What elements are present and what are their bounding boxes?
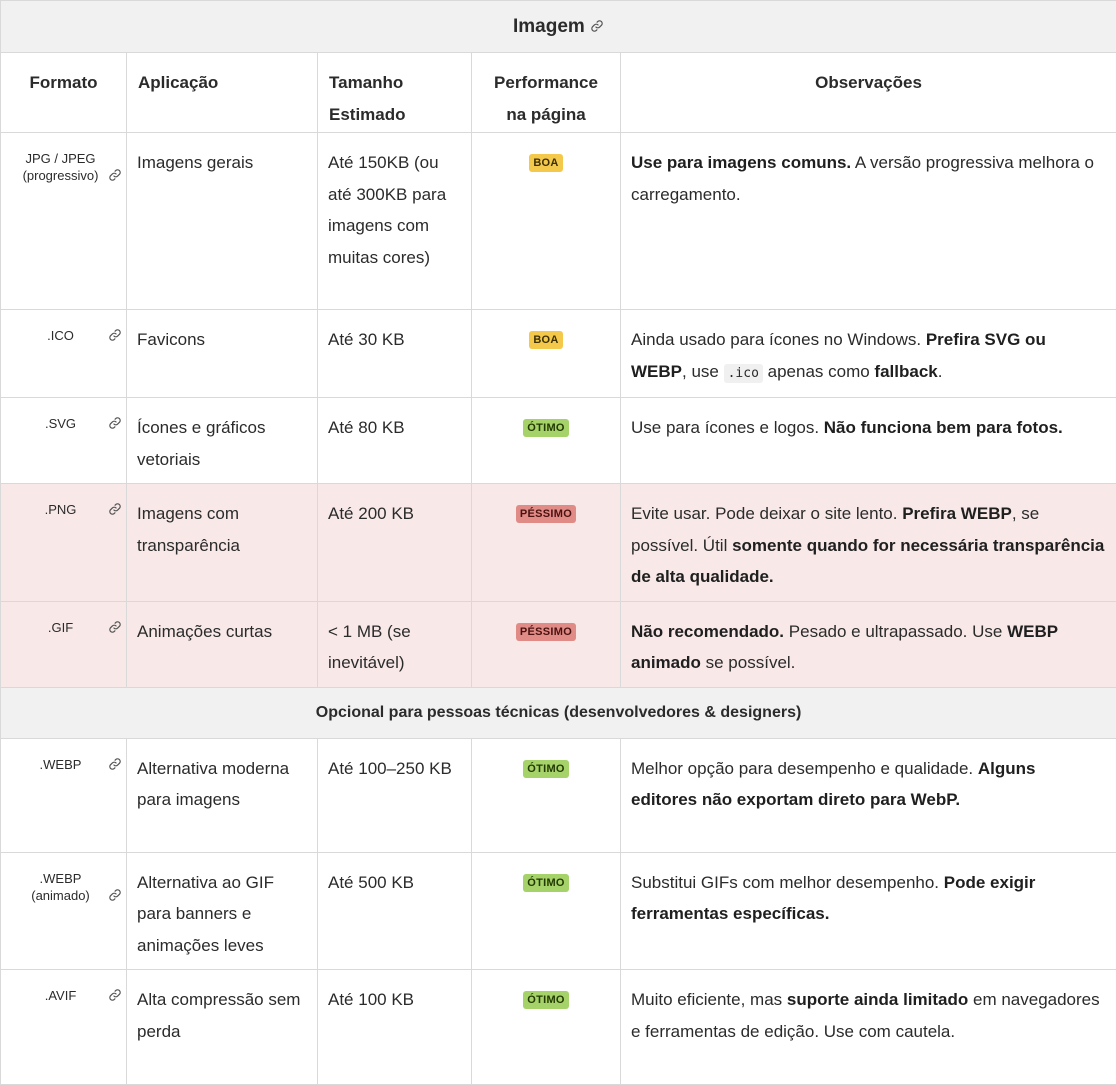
table-title-text: Imagem bbox=[513, 16, 585, 37]
format-cell bbox=[1, 310, 127, 398]
application-cell: Alternativa moderna para imagens bbox=[127, 738, 318, 852]
size-cell: Até 500 KB bbox=[318, 852, 472, 970]
header-perf-line2: na página bbox=[506, 105, 585, 124]
format-name-line1: .PNG bbox=[45, 502, 77, 517]
notes-text: Alguns editores não exportam direto para WebP. bbox=[631, 759, 1035, 810]
notes-cell bbox=[621, 310, 1116, 398]
notes-text: Prefira SVG ou WEBP bbox=[631, 330, 1046, 381]
link-icon[interactable] bbox=[590, 19, 604, 33]
notes-text: apenas como bbox=[763, 362, 875, 381]
notes-cell bbox=[621, 738, 1116, 852]
header-performance bbox=[472, 53, 621, 133]
notes-text: se possível. bbox=[701, 653, 796, 672]
size-cell: Até 80 KB bbox=[318, 398, 472, 484]
header-size-line1: Tamanho bbox=[329, 73, 403, 92]
section-label: Opcional para pessoas técnicas (desenvolvedores & designers) bbox=[1, 687, 1116, 738]
format-name bbox=[45, 987, 77, 1004]
format-name-line1: JPG / JPEG bbox=[25, 151, 95, 166]
notes-text: Não funciona bem para fotos. bbox=[824, 418, 1063, 437]
table-title bbox=[1, 1, 1116, 53]
link-icon[interactable] bbox=[108, 620, 122, 634]
performance-cell bbox=[472, 133, 621, 310]
notes-cell bbox=[621, 484, 1116, 602]
link-icon[interactable] bbox=[108, 988, 122, 1002]
notes-text: WEBP animado bbox=[631, 622, 1058, 673]
size-cell: Até 150KB (ou até 300KB para imagens com muitas cores) bbox=[318, 133, 472, 310]
notes-cell bbox=[621, 133, 1116, 310]
format-cell bbox=[1, 484, 127, 602]
link-icon[interactable] bbox=[108, 328, 122, 342]
format-name bbox=[31, 870, 90, 904]
performance-cell bbox=[472, 852, 621, 970]
table-row bbox=[1, 601, 1116, 687]
link-icon[interactable] bbox=[108, 757, 122, 771]
performance-badge: ÓTIMO bbox=[523, 760, 569, 778]
format-cell bbox=[1, 398, 127, 484]
performance-badge: PÉSSIMO bbox=[516, 505, 576, 523]
inline-code: .ico bbox=[724, 364, 763, 383]
notes-text: Substitui GIFs com melhor desempenho. bbox=[631, 873, 944, 892]
header-size-line2: Estimado bbox=[329, 105, 406, 124]
size-cell: Até 30 KB bbox=[318, 310, 472, 398]
notes-text: Melhor opção para desempenho e qualidade. bbox=[631, 759, 978, 778]
performance-badge: PÉSSIMO bbox=[516, 623, 576, 641]
header-format: Formato bbox=[1, 53, 127, 133]
performance-badge: BOA bbox=[529, 154, 562, 172]
notes-cell bbox=[621, 398, 1116, 484]
notes-text: , se possível. Útil bbox=[631, 504, 1039, 555]
notes-text: Pode exigir ferramentas específicas. bbox=[631, 873, 1035, 924]
table-row bbox=[1, 970, 1116, 1085]
performance-badge: ÓTIMO bbox=[523, 991, 569, 1009]
notes-text: . bbox=[938, 362, 943, 381]
table-row bbox=[1, 484, 1116, 602]
format-cell bbox=[1, 738, 127, 852]
format-cell bbox=[1, 601, 127, 687]
application-cell: Animações curtas bbox=[127, 601, 318, 687]
notes-text: Não recomendado. bbox=[631, 622, 784, 641]
format-cell bbox=[1, 970, 127, 1085]
notes-text: A versão progressiva melhora o carregamento. bbox=[631, 153, 1094, 204]
notes-text: Muito eficiente, mas bbox=[631, 990, 787, 1009]
notes-text: Ainda usado para ícones no Windows. bbox=[631, 330, 926, 349]
format-name-line2: (animado) bbox=[31, 888, 90, 903]
notes-text: Use para ícones e logos. bbox=[631, 418, 824, 437]
notes-cell bbox=[621, 852, 1116, 970]
table-row bbox=[1, 852, 1116, 970]
size-cell: Até 100–250 KB bbox=[318, 738, 472, 852]
link-icon[interactable] bbox=[108, 168, 122, 182]
format-name bbox=[40, 756, 82, 773]
performance-cell bbox=[472, 484, 621, 602]
format-name bbox=[47, 327, 74, 344]
notes-text: somente quando for necessária transparência de alta qualidade. bbox=[631, 536, 1104, 587]
header-size bbox=[318, 53, 472, 133]
application-cell: Favicons bbox=[127, 310, 318, 398]
format-name-line1: .WEBP bbox=[40, 757, 82, 772]
notes-text: , use bbox=[682, 362, 724, 381]
application-cell: Imagens gerais bbox=[127, 133, 318, 310]
format-name bbox=[45, 415, 76, 432]
notes-cell bbox=[621, 970, 1116, 1085]
performance-cell bbox=[472, 970, 621, 1085]
notes-cell bbox=[621, 601, 1116, 687]
link-icon[interactable] bbox=[108, 416, 122, 430]
link-icon[interactable] bbox=[108, 888, 122, 902]
notes-text: Use para imagens comuns. bbox=[631, 153, 851, 172]
application-cell: Alta compressão sem perda bbox=[127, 970, 318, 1085]
format-name bbox=[23, 150, 99, 184]
notes-text: Evite usar. Pode deixar o site lento. bbox=[631, 504, 902, 523]
notes-text: suporte ainda limitado bbox=[787, 990, 968, 1009]
notes-text: fallback bbox=[874, 362, 937, 381]
format-name-line1: .GIF bbox=[48, 620, 73, 635]
header-application: Aplicação bbox=[127, 53, 318, 133]
header-row bbox=[1, 53, 1116, 133]
application-cell: Imagens com transparência bbox=[127, 484, 318, 602]
notes-text: Prefira WEBP bbox=[902, 504, 1012, 523]
table-row bbox=[1, 738, 1116, 852]
table-row bbox=[1, 398, 1116, 484]
application-cell: Alternativa ao GIF para banners e animações leves bbox=[127, 852, 318, 970]
notes-text: Pesado e ultrapassado. Use bbox=[784, 622, 1007, 641]
table-row bbox=[1, 310, 1116, 398]
header-notes: Observações bbox=[621, 53, 1116, 133]
header-perf-line1: Performance bbox=[494, 73, 598, 92]
format-name-line1: .AVIF bbox=[45, 988, 77, 1003]
format-name-line1: .ICO bbox=[47, 328, 74, 343]
format-name bbox=[45, 501, 77, 518]
performance-badge: BOA bbox=[529, 331, 562, 349]
format-name-line1: .WEBP bbox=[40, 871, 82, 886]
format-name-line2: (progressivo) bbox=[23, 168, 99, 183]
size-cell: < 1 MB (se inevitável) bbox=[318, 601, 472, 687]
format-name bbox=[48, 619, 73, 636]
link-icon[interactable] bbox=[108, 502, 122, 516]
performance-cell bbox=[472, 310, 621, 398]
performance-cell bbox=[472, 738, 621, 852]
notes-text: em navegadores e ferramentas de edição. Use com cautela. bbox=[631, 990, 1100, 1041]
format-name-line1: .SVG bbox=[45, 416, 76, 431]
performance-badge: ÓTIMO bbox=[523, 419, 569, 437]
section-row bbox=[1, 687, 1116, 738]
performance-cell bbox=[472, 601, 621, 687]
performance-cell bbox=[472, 398, 621, 484]
format-cell bbox=[1, 852, 127, 970]
format-cell bbox=[1, 133, 127, 310]
application-cell: Ícones e gráficos vetoriais bbox=[127, 398, 318, 484]
table-row bbox=[1, 133, 1116, 310]
performance-badge: ÓTIMO bbox=[523, 874, 569, 892]
size-cell: Até 100 KB bbox=[318, 970, 472, 1085]
size-cell: Até 200 KB bbox=[318, 484, 472, 602]
